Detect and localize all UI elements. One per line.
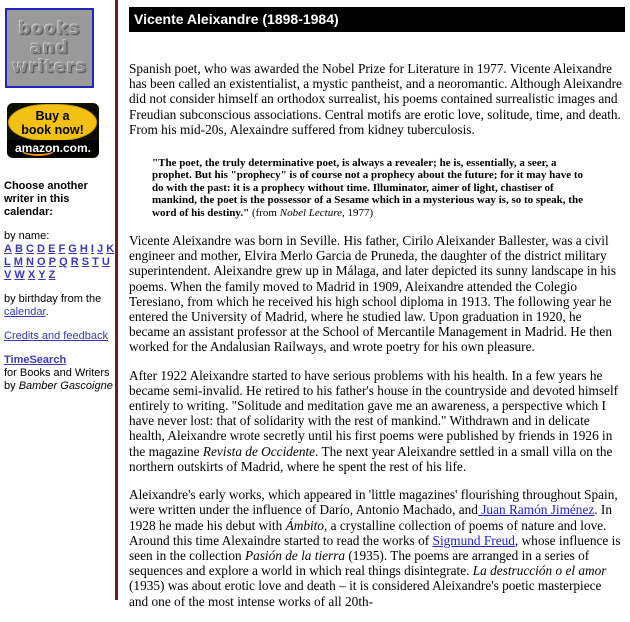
alpha-link-Z[interactable]: Z: [48, 269, 56, 281]
text-segment: , whose influence is seen in the collection: [129, 532, 621, 563]
alphabet-links: [4, 243, 116, 282]
text-segment: Vicente Aleixandre was born in Seville. His father, Cirilo Aleixander Ballester, was a civil engineer and mother, Elvira Merlo Garcia de Pruneda, the daughter of the district military superintendent. Aleixandre grew up in Málaga, and later depicted its sunny landscape in his poems. When the family moved to Madrid in 1909, Aleixandre attended the Colegio Teresiano, from which he received his high school diploma in 1913. The following year he entered the University of Madrid, where he studied law. Upon graduation in 1920, he became an assistant professor at the School of Mercantile Management in Madrid. He then worked for the Andalusian Railways, and wrote poetry for his own pleasure.: [129, 233, 617, 355]
inline-link[interactable]: Juan Ramón Jiménez: [477, 502, 595, 518]
by-label: by: [4, 380, 19, 392]
birthday-text-end: .: [45, 306, 49, 318]
alpha-link-G[interactable]: G: [68, 243, 77, 255]
alpha-link-A[interactable]: A: [4, 243, 12, 255]
biography-paragraph-2: [129, 368, 623, 474]
alpha-link-C[interactable]: C: [26, 243, 34, 255]
birthday-line: [4, 293, 116, 319]
text-segment: . In 1928 he made his debut with: [129, 502, 612, 533]
alpha-link-H[interactable]: H: [79, 243, 88, 255]
logo-text: books: [18, 18, 81, 39]
text-segment: Pasión de la tierra: [244, 547, 346, 563]
text-segment: Aleixandre's early works, which appeared in 'little magazines' flourishing throughout Spain, were written under the influence of Darío, Antonio Machado, and: [129, 487, 618, 518]
amazon-swoosh-icon: [21, 144, 55, 156]
biography-paragraph-3: [129, 487, 623, 609]
nobel-lecture-quote: [152, 157, 596, 219]
intro-paragraph: [129, 61, 623, 137]
timesearch-link[interactable]: TimeSearch: [4, 354, 67, 366]
timesearch-description: for Books and Writers: [4, 367, 110, 379]
text-segment: After 1922 Aleixandre started to have serious problems with his health. In a few years he became semi-invalid. He retired to his father's house in the countryside and devoted himself entirely to writing. "Solitude and meditation gave me an awareness, a perspective which I have never lost: that of solidarity with the rest of mankind." Withdrawn and in delicate health, Aleixandre wrote secretly until his first poems were published by friends in 1926 in the magazine: [129, 367, 619, 459]
text-segment: Revista de Occidente: [202, 443, 316, 459]
text-segment: (from: [249, 206, 280, 219]
alpha-link-L[interactable]: L: [4, 256, 11, 268]
alpha-link-S[interactable]: S: [81, 256, 90, 268]
alpha-link-M[interactable]: M: [13, 256, 23, 268]
sidebar: [0, 0, 115, 600]
alpha-link-P[interactable]: P: [48, 256, 57, 268]
amazon-line2: book now!: [21, 123, 84, 137]
inline-link[interactable]: Sigmund Freud: [432, 532, 515, 548]
alpha-link-X[interactable]: X: [27, 269, 36, 281]
alpha-link-Q[interactable]: Q: [59, 256, 68, 268]
alpha-link-O[interactable]: O: [37, 256, 46, 268]
biography-paragraph-1: [129, 233, 623, 355]
text-segment: Ámbito: [285, 517, 325, 533]
vertical-divider: [115, 0, 118, 600]
books-and-writers-logo[interactable]: [5, 8, 94, 88]
amazon-brand: amazon.com.: [7, 140, 99, 157]
amazon-line1: Buy a: [35, 109, 70, 123]
alpha-link-Y[interactable]: Y: [38, 269, 46, 281]
text-segment: . The next year Aleixandre settled in a small villa on the northern outskirts of Madrid, where he spent the rest of his life.: [129, 443, 613, 474]
text-segment: "The poet, the truly determinative poet, is always a revealer; he is, essentially, a seer, a prophet. But his "prophecy" is of course not a prophecy about the future; for it may have to do with the past: it is a prophecy without time. Illuminator, aimer of light, chastiser of mankind, the poet is the possessor of a Sesame which in a mysterious way is, so to speak, the word of his destiny.": [152, 157, 584, 219]
text-segment: (1935) was about erotic love and death – it is considered Aleixandre's poetic masterpiece and one of the most intense works of all 20th-: [129, 578, 602, 609]
alpha-link-E[interactable]: E: [48, 243, 56, 255]
alpha-link-V[interactable]: V: [4, 269, 12, 281]
alpha-link-J[interactable]: J: [97, 243, 104, 255]
alpha-link-U[interactable]: U: [101, 256, 110, 268]
logo-text: and: [30, 37, 69, 58]
calendar-link[interactable]: calendar: [4, 306, 46, 318]
amazon-oval: [8, 104, 97, 141]
credits-feedback-link[interactable]: Credits and feedback: [4, 330, 108, 342]
alpha-link-D[interactable]: D: [37, 243, 45, 255]
text-segment: La destrucción o el amor: [472, 563, 607, 579]
alpha-link-N[interactable]: N: [26, 256, 34, 268]
sidebar-nav: [4, 180, 116, 393]
alpha-link-B[interactable]: B: [15, 243, 23, 255]
text-segment: Spanish poet, who was awarded the Nobel Prize for Literature in 1977. Vicente Aleixandre has been called an existentialist, a mystic pantheist, and a neoromantic. Although Aleixandre did not consider himself an orthodox surrealist, his poems contained surrealistic images and Freudian subconscious associations. Central motifs are erotic love, solitude, time, and death. From his mid-20s, Alexaindre suffered from kidney tuberculosis.: [129, 61, 622, 137]
alpha-link-F[interactable]: F: [58, 243, 66, 255]
text-segment: (1935). The poems are arranged in a series of sequences and explore a world in which real things disintegrate.: [129, 547, 590, 579]
birthday-text: by birthday from the: [4, 293, 102, 305]
alpha-link-K[interactable]: K: [106, 243, 115, 255]
page-title: Vicente Aleixandre (1898-1984): [129, 7, 625, 32]
author-name: Bamber Gascoigne: [18, 380, 113, 392]
by-name-label: by name:: [4, 230, 50, 242]
alpha-link-R[interactable]: R: [70, 256, 79, 268]
text-segment: , a crystalline collection of poems of nature and love. Around this time Alexaindre started to read the works of: [129, 517, 607, 548]
text-segment: , 1977): [341, 206, 374, 219]
alpha-link-W[interactable]: W: [14, 269, 25, 281]
text-segment: Nobel Lecture: [279, 206, 342, 219]
timesearch-author-line: [4, 380, 116, 393]
amazon-buy-book-button[interactable]: [7, 103, 99, 158]
main-content: [129, 0, 626, 622]
alpha-link-T[interactable]: T: [92, 256, 99, 268]
alpha-link-I[interactable]: I: [90, 243, 94, 255]
choose-writer-heading: Choose another writer in this calendar:: [4, 180, 88, 218]
logo-text: writers: [11, 56, 88, 77]
